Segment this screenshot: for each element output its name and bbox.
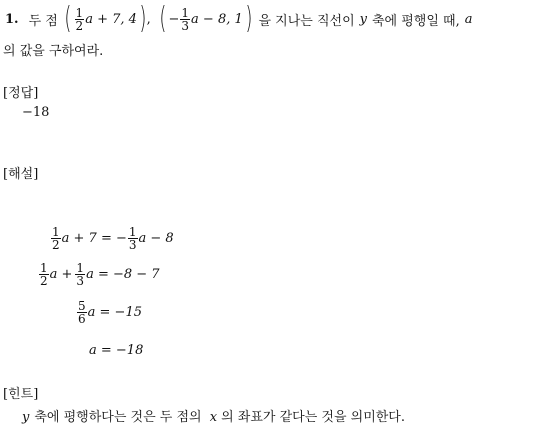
frac-den: 2 <box>40 274 48 288</box>
problem-line-1 <box>5 2 473 36</box>
equation-3 <box>76 300 142 325</box>
right-paren-2: ) <box>245 1 253 36</box>
eq1-rest: a − 8 <box>138 231 174 246</box>
hint-label: [힌트] <box>3 387 39 402</box>
solution-label: [해설] <box>3 167 39 182</box>
right-paren-1: ) <box>139 1 147 36</box>
frac-den: 6 <box>78 312 86 326</box>
equation-1 <box>50 226 174 251</box>
frac-third <box>128 226 138 251</box>
comma: , <box>146 11 151 27</box>
frac-half <box>51 226 61 251</box>
var-a: a <box>464 11 473 27</box>
hint-text-1: 축에 평행하다는 것은 두 점의 <box>34 410 202 425</box>
frac-den: 3 <box>181 18 190 33</box>
frac-num: 1 <box>181 5 190 20</box>
left-paren-1: ( <box>64 1 72 36</box>
frac-num: 1 <box>52 225 60 239</box>
problem-text-mid: 을 지나는 직선이 <box>258 13 355 29</box>
eq2-rest: a = −8 − 7 <box>86 267 160 282</box>
hint-text-2: 의 좌표가 같다는 것을 의미한다. <box>221 410 405 425</box>
problem-text-start: 두 점 <box>28 13 58 29</box>
equation-4: a = −18 <box>89 343 144 358</box>
problem-number: 1. <box>5 11 19 27</box>
frac-den: 2 <box>75 18 84 33</box>
eq3-rest: a = −15 <box>87 305 142 320</box>
problem-text-end: 축에 평행일 때, <box>372 13 460 29</box>
hint-var-y: y <box>22 410 30 425</box>
frac-num: 1 <box>128 225 137 239</box>
hint-text <box>22 406 405 425</box>
frac-num: 5 <box>78 299 86 313</box>
frac-den: 3 <box>76 274 85 288</box>
fraction-half <box>75 7 85 32</box>
var-y: y <box>359 11 367 27</box>
point-1-rest: a + 7, 4 <box>85 11 137 27</box>
frac-num: 1 <box>40 261 48 275</box>
frac-num: 1 <box>76 261 85 275</box>
frac-half <box>39 262 49 287</box>
eq2-mid: a + <box>49 267 73 282</box>
fraction-third <box>180 7 190 32</box>
frac-den: 3 <box>128 238 137 252</box>
frac-den: 2 <box>52 238 60 252</box>
left-paren-2: ( <box>159 1 167 36</box>
answer-label: [정답] <box>3 86 39 101</box>
frac-num: 1 <box>75 5 84 20</box>
frac-third <box>75 262 85 287</box>
hint-var-x: x <box>209 410 218 425</box>
problem-line-2: 의 값을 구하여라. <box>3 44 104 59</box>
point-2-rest: a − 8, 1 <box>191 11 243 27</box>
answer-value: −18 <box>22 105 50 120</box>
eq1-mid: a + 7 = − <box>61 231 127 246</box>
frac-five-sixths <box>77 300 87 325</box>
equation-2 <box>38 262 160 287</box>
minus-sign: − <box>168 11 180 27</box>
